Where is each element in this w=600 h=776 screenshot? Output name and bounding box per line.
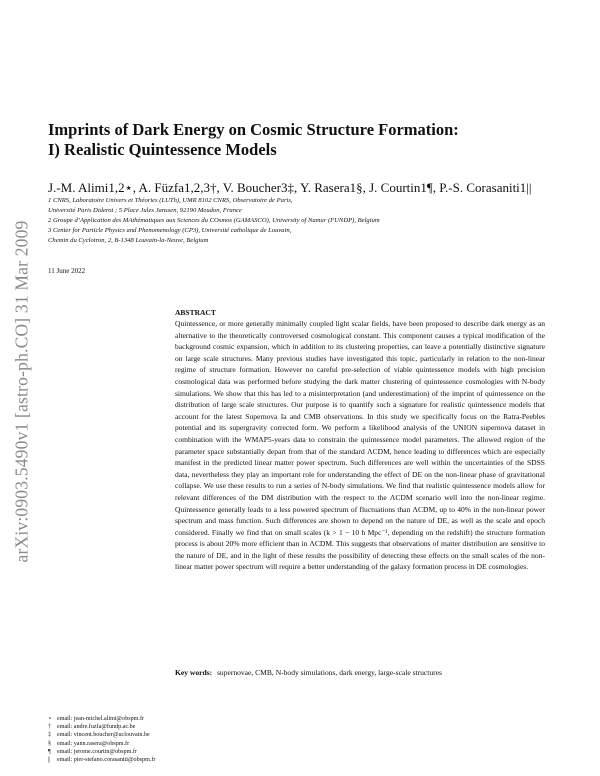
affiliation-line: Chemin du Cyclotron, 2, B-1348 Louvain-la-Neuve, Belgium: [48, 237, 209, 244]
author-list: J.-M. Alimi1,2⋆, A. Füzfa1,2,3†, V. Boucher3‡, Y. Rasera1§, J. Courtin1¶, P.-S. Corasaniti1||: [48, 180, 532, 195]
footnote-email: email: jerome.courtin@obspm.fr: [57, 748, 137, 755]
abstract-section: [175, 308, 545, 573]
footnote-symbol: ‡: [48, 732, 52, 739]
footnote-symbol: ⋆: [48, 716, 52, 722]
arxiv-id-text: arXiv:0903.5490v1 [astro-ph.CO] 31 Mar 2009: [11, 219, 32, 563]
abstract-heading: ABSTRACT: [175, 308, 216, 317]
footnote: [48, 723, 348, 731]
footnote: [48, 715, 348, 723]
affiliation-line: 3 Center for Particle Physics and Phenomenology (CP3), Université catholique de Louvain,: [48, 227, 292, 234]
paper-title: [48, 120, 548, 160]
footnote-symbol: †: [48, 724, 52, 731]
keywords-label: Key words:: [175, 668, 213, 677]
footnote-email: email: pier-stefano.corasaniti@obspm.fr: [57, 757, 156, 764]
footnote: [48, 740, 348, 748]
keywords: [175, 668, 555, 677]
abstract-body: Quintessence, or more generally minimally coupled light scalar fields, have been proposed to describe dark energy as an alternative to the theoretically controversed cosmological constant. This component causes a typical modification of the background cosmic expansion, which in addition to its clustering properties, can leave a potentially distinctive signature on large scale structures. Many previous studies have investigated this topic, particularly in relation to the non-linear regime of structure formation. However no careful pre-selection of viable quintessence models with high precision cosmological data was performed before studying the dark matter clustering of quintessence cosmologies with N-body simulations. We show that this has led to a misinterpretation (and underestimation) of the imprint of quintessence on the distribution of large scale structures. Our purpose is to quantify such a signature for realistic quintessence models that account for the latest Supernova Ia and CMB observations. In this study we specifically focus on the Ratra-Peebles potential and its supergravity corrected form. We perform a likelihood analysis of the UNION supernova dataset in combination with the WMAP5-years data to constrain the quintessence model parameters. The allowed region of the parameter space substantially depart from that of the standard ΛCDM, hence leading to differences which are especially manifest in the predicted linear matter power spectrum. Such differences are well within the uncertainties of the SDSS data, nevertheless they play an important role for understanding the effect of DE on the non-linear phase of gravitational collapse. We use these results to run a series of N-body simulations. We find that realistic quintessence models allow for relevant differences of the DM distribution with the respect to the ΛCDM scenario well into the non-linear regime. Quintessence generally leads to a less powered spectrum of fluctuations than ΛCDM, up to 40% in the non-linear power spectrum and mass function. Such differences are shown to depend on the nature of DE, as well as the scale and epoch considered. Finally we find that on small scales (k > 1 − 10 h Mpc⁻¹, depending on the redshift) the structure formation process is about 20% more efficient than in ΛCDM. This suggests that observations of matter distribution are sensitive to the nature of DE, and in the light of these results the possibility of detecting these effects on the small scales of the non-linear matter power spectrum will require a better understanding of the galaxy formation process in DE cosmologies.: [175, 319, 545, 572]
footnote: [48, 748, 348, 756]
footnote-symbol: ||: [48, 757, 51, 764]
footnote-symbol: ¶: [48, 748, 51, 755]
affiliation-line: Université Paris Diderot ; 5 Place Jules Janssen, 92190 Meudon, France: [48, 207, 242, 214]
date: 11 June 2022: [48, 267, 86, 275]
footnote-email: email: andre.fuzfa@fundp.ac.be: [57, 724, 136, 731]
keywords-text: supernovae, CMB, N-body simulations, dark energy, large-scale structures: [217, 668, 442, 677]
title-line-1: Imprints of Dark Energy on Cosmic Structure Formation:: [48, 120, 459, 139]
arxiv-identifier: [10, 196, 34, 586]
affiliation-line: 1 CNRS, Laboratoire Univers et Théories (LUTh), UMR 8102 CNRS, Observatoire de Paris,: [48, 197, 293, 204]
affiliation-line: 2 Groupe d’Application des MAthématiques aux Sciences du COsmos (GAMASCO), University of Namur (FUNDP), Belgium: [48, 217, 380, 224]
footnote: [48, 756, 348, 764]
footnotes: [48, 715, 348, 764]
footnote-symbol: §: [48, 740, 52, 747]
footnote-email: email: yann.rasera@obspm.fr: [57, 740, 130, 747]
affiliations: [48, 196, 588, 246]
footnote: [48, 731, 348, 739]
footnote-email: email: jean-michel.alimi@obspm.fr: [57, 716, 145, 722]
footnote-email: email: vincent.boucher@uclouvain.be: [57, 732, 150, 739]
title-line-2: I) Realistic Quintessence Models: [48, 140, 277, 159]
